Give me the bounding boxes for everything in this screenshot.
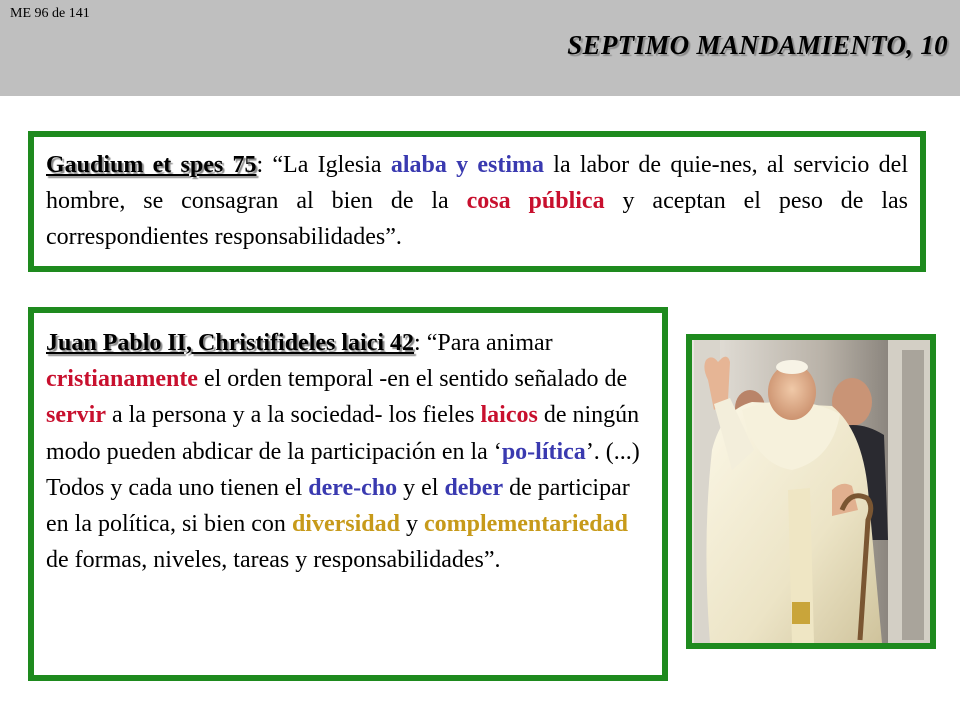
text-segment: y el [397, 474, 445, 501]
highlight-cristianamente: cristianamente [46, 366, 198, 393]
text-segment: el orden temporal -en el sentido señalado de [197, 366, 628, 393]
text-segment: de participar en la política, si bien con [46, 474, 630, 538]
text-segment: y aceptan el peso de las correspondientes responsabilidades”. [46, 188, 909, 250]
text-segment: la labor de quie-nes, al servicio del hombre, se consagran al bien de la [46, 152, 908, 214]
text-segment: y [399, 511, 424, 538]
quote-text-2 [46, 325, 650, 578]
citation-gaudium-et-spes: Gaudium et spes 75 [46, 152, 257, 178]
text-segment: : “Para animar [414, 330, 553, 356]
highlight-politica: po-lítica [501, 438, 586, 465]
highlight-servir: servir [46, 402, 106, 429]
citation-christifideles-laici: Juan Pablo II, Christifideles laici 42 [46, 330, 415, 356]
text-segment: de ningún modo pueden abdicar de la participación en la ‘ [46, 402, 640, 465]
quote-box-gaudium-et-spes [28, 131, 926, 272]
page-number: ME 96 de 141 [10, 6, 90, 21]
highlight-diversidad: diversidad [291, 511, 400, 538]
highlight-derecho: dere-cho [308, 474, 398, 501]
sash-emblem [792, 602, 810, 624]
header-bar [0, 0, 960, 96]
text-segment: ’. (...) Todos y cada uno tienen el [46, 438, 640, 501]
highlight-cosa-publica: cosa pública [466, 188, 605, 214]
highlight-deber: deber [444, 474, 504, 501]
zucchetto [776, 360, 808, 374]
highlight-alaba-y-estima: alaba y estima [390, 152, 545, 178]
highlight-complementariedad: complementariedad [423, 511, 628, 538]
text-segment: de formas, niveles, tareas y responsabilidades”. [46, 547, 501, 574]
text-segment: a la persona y a la sociedad- los fieles [105, 402, 481, 429]
highlight-laicos: laicos [480, 402, 538, 429]
door-edge [902, 350, 924, 640]
quote-box-christifideles-laici [28, 307, 668, 681]
quote-text-1 [46, 147, 908, 255]
text-segment: : “La Iglesia [256, 152, 391, 178]
pope-photo-illustration [692, 340, 930, 643]
slide-title: SEPTIMO MANDAMIENTO, 10 [567, 30, 948, 60]
pope-photo [686, 334, 936, 649]
